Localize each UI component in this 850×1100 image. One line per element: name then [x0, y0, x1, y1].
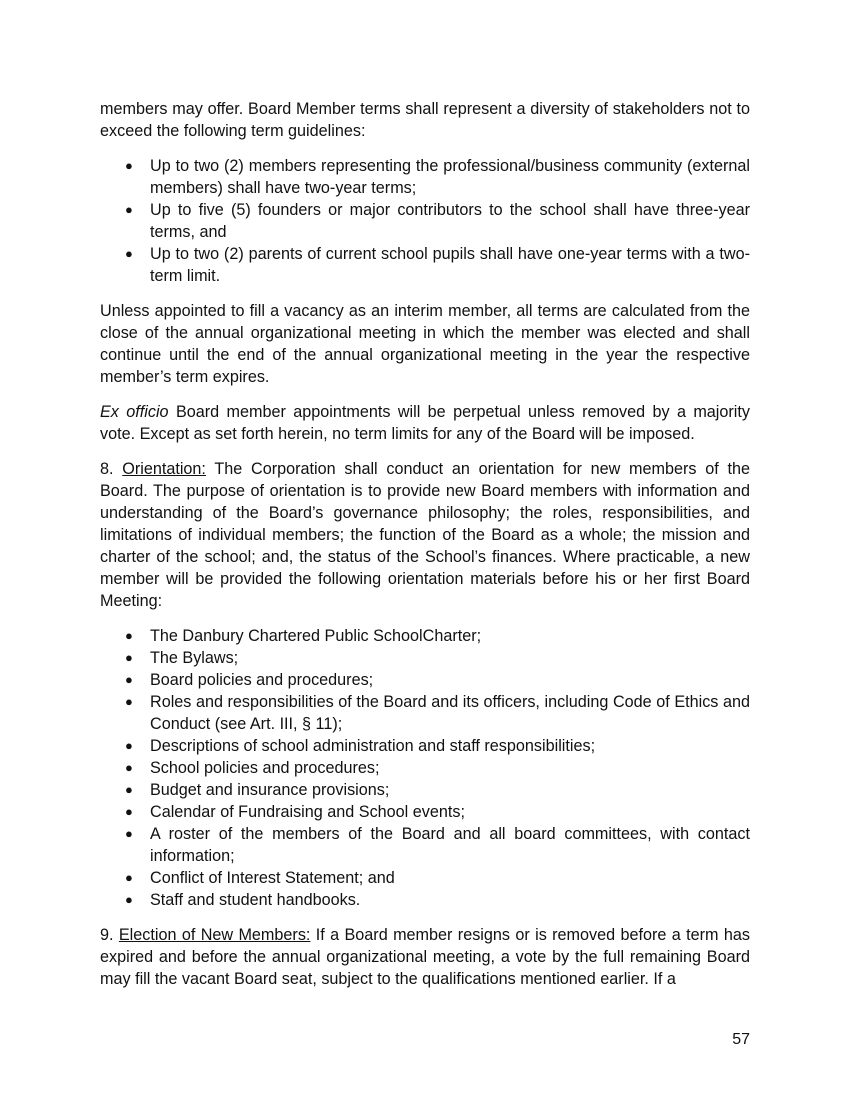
- bullet-icon: ●: [125, 672, 133, 687]
- bullet-icon: ●: [125, 826, 133, 841]
- bullet-icon: ●: [125, 628, 133, 643]
- bullet-icon: ●: [125, 650, 133, 665]
- orientation-paragraph: 8. Orientation: The Corporation shall conduct an orientation for new members of the Board. The purpose of orientation is to provide new Board members with information and understanding of the Board’s governance philosophy; the roles, responsibilities, and limitations of individual members; the function of the Board as a whole; the mission and charter of the school; and, the status of the School’s finances. Where practicable, a new member will be provided the following orientation materials before his or her first Board Meeting:: [100, 460, 750, 610]
- list-item: ● The Danbury Chartered Public SchoolCharter;: [125, 627, 482, 645]
- list-item: ● The Bylaws;: [125, 649, 239, 667]
- bullet-icon: ●: [125, 870, 133, 885]
- list-item: ● A roster of the members of the Board and all board committees, with contact information;: [125, 825, 750, 865]
- list-item: ● Up to two (2) parents of current school pupils shall have one-year terms with a two-term limit.: [125, 245, 750, 285]
- bullet-icon: ●: [125, 782, 133, 797]
- term-guidelines-list: [100, 155, 750, 287]
- document-page: [100, 98, 750, 1003]
- bullet-icon: ●: [125, 246, 133, 261]
- list-item: ● Roles and responsibilities of the Board and its officers, including Code of Ethics and Conduct (see Art. III, § 11);: [125, 693, 750, 733]
- intro-paragraph: members may offer. Board Member terms shall represent a diversity of stakeholders not to exceed the following term guidelines:: [100, 100, 750, 140]
- orientation-materials-list: [100, 625, 750, 911]
- list-item: ● Budget and insurance provisions;: [125, 781, 390, 799]
- list-item: ● Board policies and procedures;: [125, 671, 374, 689]
- term-calculation-paragraph: Unless appointed to fill a vacancy as an interim member, all terms are calculated from the close of the annual organizational meeting in which the member was elected and shall continue until the end of the annual organizational meeting in the year the respective member’s term expires.: [100, 302, 750, 386]
- list-item: ● School policies and procedures;: [125, 759, 380, 777]
- page-number: 57: [732, 1031, 750, 1048]
- bullet-icon: ●: [125, 892, 133, 907]
- bullet-icon: ●: [125, 158, 133, 173]
- bullet-icon: ●: [125, 760, 133, 775]
- bullet-icon: ●: [125, 202, 133, 217]
- list-item: ● Calendar of Fundraising and School events;: [125, 803, 465, 821]
- list-item: ● Up to five (5) founders or major contributors to the school shall have three-year terms, and: [125, 201, 750, 241]
- section-heading: Election of New Members:: [118, 926, 311, 944]
- bullet-icon: ●: [125, 738, 133, 753]
- bullet-icon: ●: [125, 804, 133, 819]
- list-item: ● Staff and student handbooks.: [125, 891, 361, 909]
- list-item: ● Up to two (2) members representing the professional/business community (external members) shall have two-year terms;: [125, 157, 750, 197]
- ex-officio-paragraph: Ex officio Board member appointments will be perpetual unless removed by a majority vote. Except as set forth herein, no term limits for any of the Board will be imposed.: [100, 403, 750, 443]
- section-number: 8.: [100, 460, 123, 478]
- section-heading: Orientation:: [122, 460, 206, 478]
- section-number: 9.: [100, 926, 119, 944]
- list-item: ● Descriptions of school administration and staff responsibilities;: [125, 737, 596, 755]
- election-paragraph: 9. Election of New Members: If a Board member resigns or is removed before a term has expired and before the annual organizational meeting, a vote by the full remaining Board may fill the vacant Board seat, subject to the qualifications mentioned earlier. If a: [100, 926, 750, 988]
- bullet-icon: ●: [125, 694, 133, 709]
- list-item: ● Conflict of Interest Statement; and: [125, 869, 395, 887]
- ex-officio-lead: Ex officio: [100, 403, 169, 421]
